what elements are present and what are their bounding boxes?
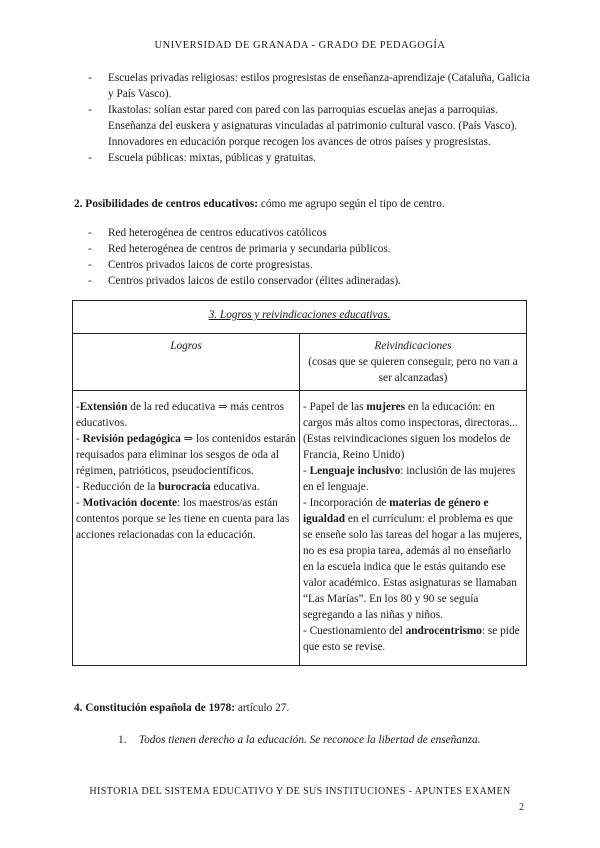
list-item: - Centros privados laicos de estilo conservador (élites adineradas). [88, 273, 538, 289]
reivindicaciones-cell [300, 391, 527, 666]
logros-cell [73, 391, 300, 666]
quote-text: Todos tienen derecho a la educación. Se reconoce la libertad de enseñanza. [138, 734, 481, 746]
logro-item: - Reducción de la burocracia educativa. [76, 481, 260, 493]
constitution-quote [118, 732, 480, 748]
reivindicacion-item: - Lenguaje inclusivo: inclusión de las mujeres en el lenguaje. [303, 465, 516, 493]
reivindicaciones-header [300, 334, 527, 391]
achievements-table [72, 300, 527, 666]
reivindicacion-item: - Cuestionamiento del androcentrismo: se pide que esto se revise. [303, 625, 520, 653]
page-number: 2 [519, 802, 524, 813]
logros-header-label: Logros [170, 340, 202, 352]
list-item: - Centros privados laicos de corte progresistas. [88, 257, 538, 273]
section-4-text: artículo 27. [237, 702, 290, 714]
reivindicaciones-header-label: Reivindicaciones [374, 340, 452, 352]
center-types-list [88, 225, 538, 289]
section-4-heading [74, 700, 544, 716]
logros-header [73, 334, 300, 391]
reivindicacion-item: - Papel de las mujeres en la educación: en cargos más altos como inspectoras, directoras... (Estas reivindicaciones siguen los modelos de Francia, Reino Unido) [303, 401, 518, 461]
list-item: - Red heterogénea de centros de primaria y secundaria públicos. [88, 241, 538, 257]
table-title: 3. Logros y reivindicaciones educativas. [73, 301, 527, 334]
reivindicacion-item: - Incorporación de materias de género e igualdad en el currículum: el problema es que se enseñe solo las tareas del hogar a las mujeres, no es esa propia tarea, además al no enseñarlo en la escuela indica que le estás quitando ese valor académico. Estas asignaturas se llamaban “Las Marías”. En los 80 y 90 se seguía segregando a las niñas y niños. [303, 497, 522, 621]
section-2-heading [74, 196, 544, 212]
reivindicaciones-subheader: (cosas que se quieren conseguir, pero no van a ser alcanzadas) [308, 356, 518, 384]
section-2-text: cómo me agrupo según el tipo de centro. [260, 198, 445, 210]
logro-item: - Revisión pedagógica ⇒ los contenidos estarán requisados para eliminar los sesgos de oda al régimen, patrióticos, pseudocientíficos. [76, 433, 296, 477]
section-2-title: 2. Posibilidades de centros educativos: [74, 198, 258, 210]
logro-item: - Motivación docente: los maestros/as están contentos porque se les tiene en cuenta para las acciones relacionadas con la educación. [76, 497, 290, 541]
logro-item: -Extensión de la red educativa ⇒ más centros educativos. [76, 401, 285, 429]
section-4-title: 4. Constitución española de 1978: [74, 702, 235, 714]
list-item: - Red heterogénea de centros educativos católicos [88, 225, 538, 241]
quote-number: 1. [118, 734, 127, 746]
list-item: - Escuela públicas: mixtas, públicas y gratuitas. [88, 150, 538, 166]
page-footer: HISTORIA DEL SISTEMA EDUCATIVO Y DE SUS INSTITUCIONES - APUNTES EXAMEN [89, 786, 511, 797]
list-item: - Escuelas privadas religiosas: estilos progresistas de enseñanza-aprendizaje (Cataluña, Galicia y País Vasco). [88, 70, 538, 102]
list-item: - Ikastolas: solían estar pared con pared con las parroquias escuelas anejas a parroquias. Enseñanza del euskera y asignaturas vinculadas al patrimonio cultural vasco. (País Vasco). Innovadores en educación porque recogen los avances de otros países y progresistas. [88, 102, 538, 150]
religious-schools-list [88, 70, 538, 166]
page-header: UNIVERSIDAD DE GRANADA - GRADO DE PEDAGOGÍA [154, 40, 446, 51]
